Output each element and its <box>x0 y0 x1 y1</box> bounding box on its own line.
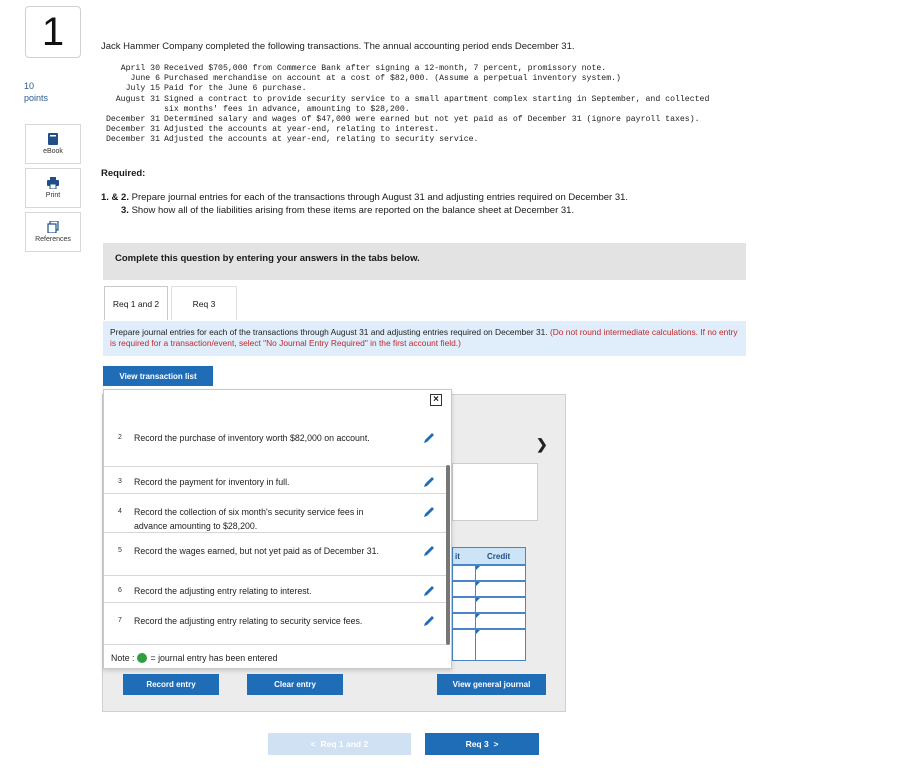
requirement-2 <box>121 205 574 216</box>
print-button[interactable] <box>25 168 81 208</box>
transaction-text: Record the adjusting entry relating to security service fees. <box>134 616 363 626</box>
note-label: Note : <box>111 653 135 663</box>
cell-marker-icon <box>476 598 480 602</box>
transaction-row <box>101 74 724 84</box>
tab-req-1-and-2[interactable]: Req 1 and 2 <box>104 286 168 320</box>
credit-cell[interactable] <box>453 598 525 614</box>
transaction-list-item <box>104 533 446 576</box>
credit-cell[interactable] <box>453 566 525 582</box>
entered-dot-icon <box>137 653 147 663</box>
entry-description-box <box>452 463 538 521</box>
cell-marker-icon <box>476 630 480 634</box>
prev-req-label: Req 1 and 2 <box>320 739 369 749</box>
journal-table-header <box>452 547 526 565</box>
transaction-date: July 15 <box>125 84 160 94</box>
transaction-date: April 30 <box>120 64 160 73</box>
instructions-note: (Do not round intermediate calculations. If no entry is required for a transaction/event, select "No Journal Entry Required" in the first account field.) <box>110 327 738 348</box>
requirement-1 <box>101 192 628 203</box>
next-req-label: Req 3 <box>465 739 489 749</box>
points-value: 10 <box>24 81 35 91</box>
transaction-row <box>101 64 724 74</box>
credit-column <box>452 565 526 661</box>
transaction-list-item <box>104 494 446 533</box>
view-transaction-list-button[interactable]: View transaction list <box>103 366 213 386</box>
tab-instructions <box>103 321 746 356</box>
close-icon[interactable]: × <box>430 394 442 406</box>
transaction-text: Record the payment for inventory in full. <box>134 477 290 487</box>
requirement-1-number: 1. & 2. <box>101 192 129 203</box>
transaction-list-item <box>104 467 446 494</box>
legend-note <box>111 653 277 663</box>
chevron-right-icon: > <box>493 739 499 749</box>
transaction-row <box>101 125 724 135</box>
credit-cell[interactable] <box>453 630 525 646</box>
transaction-date: August 31 <box>115 94 160 104</box>
tab-req-3[interactable]: Req 3 <box>171 286 237 320</box>
edit-pencil-icon[interactable] <box>422 584 436 598</box>
edit-pencil-icon[interactable] <box>422 475 436 489</box>
transaction-number: 4 <box>118 508 122 515</box>
transaction-description: Signed a contract to provide security service to a small apartment complex starting in September, and collected six months' fees in advance, amounting to $28,200. <box>164 94 710 114</box>
note-text: = journal entry has been entered <box>150 653 278 663</box>
cell-marker-icon <box>476 614 480 618</box>
transaction-description: Paid for the June 6 purchase. <box>164 84 307 94</box>
transaction-description: Adjusted the accounts at year-end, relating to interest. <box>164 125 440 135</box>
instructions-banner: Complete this question by entering your answers in the tabs below. <box>103 243 746 280</box>
scrollbar[interactable] <box>446 465 450 645</box>
chevron-right-icon[interactable]: ❯ <box>536 436 548 452</box>
requirement-1-text: Prepare journal entries for each of the transactions through August 31 and adjusting entries required on December 31. <box>131 192 629 203</box>
references-button[interactable] <box>25 212 81 252</box>
edit-pencil-icon[interactable] <box>422 614 436 628</box>
transaction-text: Record the adjusting entry relating to interest. <box>134 586 312 596</box>
edit-pencil-icon[interactable] <box>422 544 436 558</box>
transaction-description: Received $705,000 from Commerce Bank after signing a 12-month, 7 percent, promissory note. <box>164 64 607 73</box>
transactions-list <box>101 64 724 146</box>
requirement-2-text: Show how all of the liabilities arising from these items are reported on the balance sheet at December 31. <box>131 205 575 216</box>
record-entry-button[interactable]: Record entry <box>123 674 219 695</box>
transaction-list-popup <box>103 389 452 669</box>
transaction-list-item <box>104 576 446 603</box>
transaction-date: December 31 <box>105 115 160 125</box>
required-heading: Required: <box>101 168 146 179</box>
view-general-journal-button[interactable]: View general journal <box>437 674 546 695</box>
transaction-description: Determined salary and wages of $47,000 were earned but not yet paid as of December 31 (ignore payroll taxes). <box>164 115 700 125</box>
debit-header-fragment: it <box>455 552 460 561</box>
transaction-list-item <box>104 420 446 467</box>
cell-marker-icon <box>476 566 480 570</box>
credit-header: Credit <box>487 552 511 561</box>
transaction-row <box>101 115 724 125</box>
requirement-2-number: 3. <box>121 205 129 216</box>
points-display <box>24 80 48 104</box>
problem-intro: Jack Hammer Company completed the following transactions. The annual accounting period ends December 31. <box>101 41 575 52</box>
credit-cell[interactable] <box>453 582 525 598</box>
print-label: Print <box>45 192 61 199</box>
transaction-number: 5 <box>118 547 122 554</box>
transaction-text: Record the collection of six month's security service fees in advance amounting to $28,200. <box>134 507 364 531</box>
question-number: 1 <box>25 6 81 58</box>
transaction-list-item <box>104 603 446 645</box>
transaction-number: 6 <box>118 587 122 594</box>
transaction-number: 7 <box>118 617 122 624</box>
points-label: points <box>24 93 49 103</box>
edit-pencil-icon[interactable] <box>422 431 436 445</box>
transaction-number: 2 <box>118 434 122 441</box>
references-label: References <box>35 236 71 243</box>
transaction-row <box>101 84 724 94</box>
transaction-text: Record the wages earned, but not yet paid as of December 31. <box>134 546 379 556</box>
transaction-number: 3 <box>118 478 122 485</box>
book-icon <box>47 133 59 145</box>
prev-req-button[interactable] <box>268 733 411 755</box>
clear-entry-button[interactable]: Clear entry <box>247 674 343 695</box>
printer-icon <box>47 177 59 189</box>
edit-pencil-icon[interactable] <box>422 505 436 519</box>
ebook-button[interactable] <box>25 124 81 164</box>
ebook-label: eBook <box>43 148 63 155</box>
popup-pointer <box>116 389 130 396</box>
transaction-text: Record the purchase of inventory worth $82,000 on account. <box>134 433 370 443</box>
instructions-main: Prepare journal entries for each of the transactions through August 31 and adjusting entries required on December 31. <box>110 327 548 337</box>
transaction-row <box>101 135 724 145</box>
transaction-date: June 6 <box>130 74 160 84</box>
transaction-row <box>101 95 724 115</box>
next-req-button[interactable] <box>425 733 539 755</box>
credit-cell[interactable] <box>453 614 525 630</box>
transaction-date: December 31 <box>105 135 160 145</box>
transaction-date: December 31 <box>105 125 160 135</box>
cell-marker-icon <box>476 582 480 586</box>
chevron-left-icon: < <box>310 739 316 749</box>
documents-icon <box>47 221 59 233</box>
transaction-description: Adjusted the accounts at year-end, relating to security service. <box>164 135 479 145</box>
transaction-description: Purchased merchandise on account at a cost of $82,000. (Assume a perpetual inventory system.) <box>164 74 621 84</box>
